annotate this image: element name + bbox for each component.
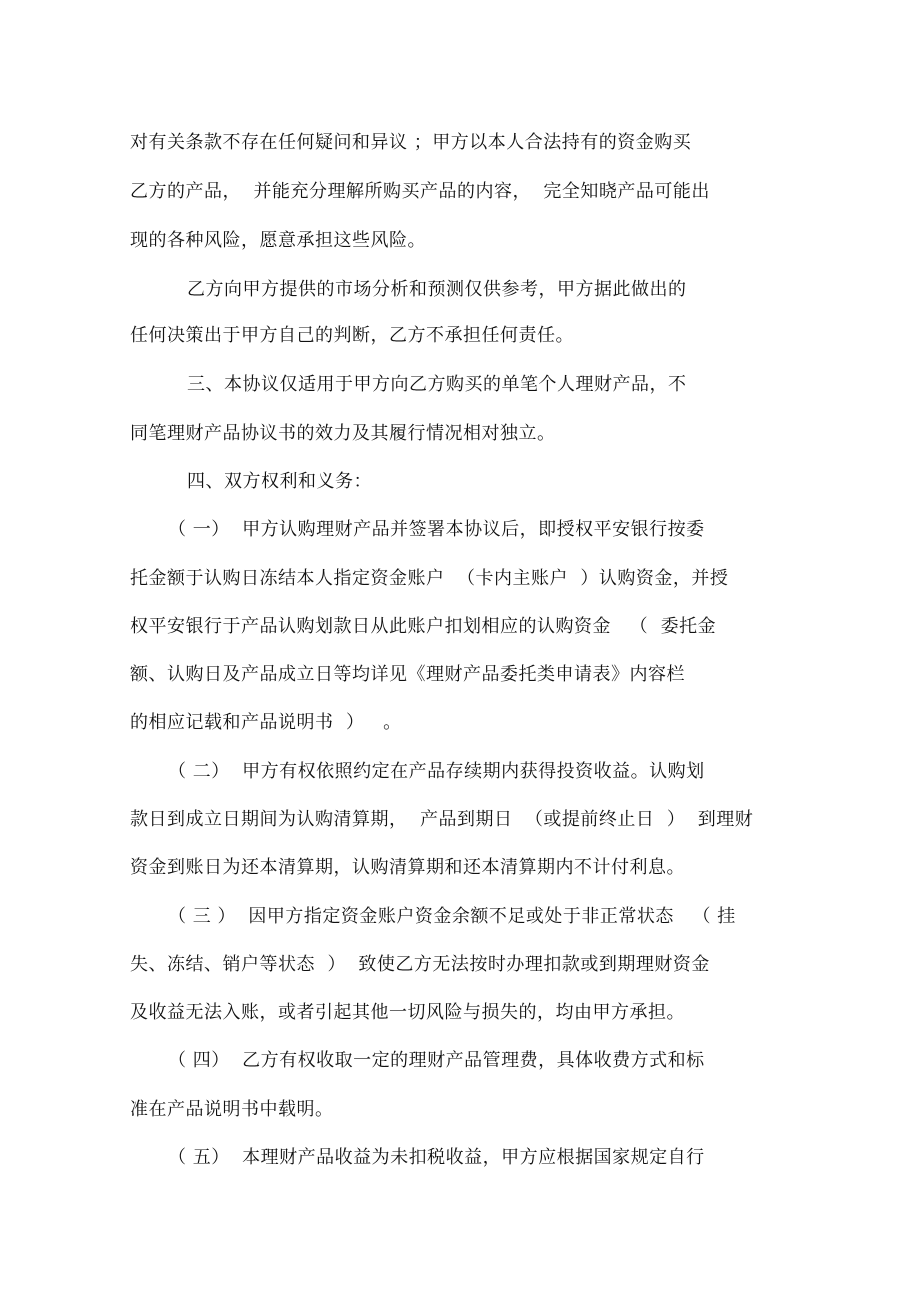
text-line: 对有关条款不存在任何疑问和异议 ；甲方以本人合法持有的资金购买: [130, 132, 692, 153]
text-line: 准在产品说明书中载明。: [130, 1099, 334, 1120]
text-line: 乙方向甲方提供的市场分析和预测仅供参考，甲方据此做出的: [187, 279, 687, 300]
text-line: 同笔理财产品协议书的效力及其履行情况相对独立。: [130, 423, 556, 444]
text-line: 乙方的产品， 并能充分理解所购买产品的内容， 完全知晓产品可能出: [130, 181, 710, 202]
text-line: 款日到成立日期间为认购清算期， 产品到期日 （或提前终止日 ） 到理财: [130, 809, 754, 830]
text-line: 托金额于认购日冻结本人指定资金账户 （卡内主账户 ）认购资金，并授: [130, 568, 729, 589]
text-line: 及收益无法入账，或者引起其他一切风险与损失的，均由甲方承担。: [130, 1002, 685, 1023]
text-line: （ 三 ） 因甲方指定资金账户资金余额不足或处于非正常状态 （ 挂: [168, 906, 736, 927]
text-line: 任何决策出于甲方自己的判断，乙方不承担任何责任。: [130, 325, 574, 346]
text-line: 三、本协议仅适用于甲方向乙方购买的单笔个人理财产品，不: [187, 374, 687, 395]
text-line: 资金到账日为还本清算期，认购清算期和还本清算期内不计付利息。: [130, 857, 685, 878]
text-line: 现的各种风险，愿意承担这些风险。: [130, 230, 426, 251]
text-line: 的相应记载和产品说明书 ） 。: [130, 712, 402, 733]
text-line: （ 二） 甲方有权依照约定在产品存续期内获得投资收益。认购划: [168, 761, 705, 782]
text-line: （ 四） 乙方有权收取一定的理财产品管理费，具体收费方式和标: [168, 1050, 705, 1071]
text-line: 权平安银行于产品认购划款日从此账户扣划相应的认购资金 （ 委托金: [130, 616, 717, 637]
text-line: （ 五） 本理财产品收益为未扣税收益，甲方应根据国家规定自行: [168, 1147, 705, 1168]
text-line: 四、双方权利和义务：: [187, 471, 372, 492]
text-line: 额、认购日及产品成立日等均详见《理财产品委托类申请表》内容栏: [130, 664, 685, 685]
text-line: 失、冻结、销户等状态 ） 致使乙方无法按时办理扣款或到期理财资金: [130, 954, 710, 975]
text-line: （ 一） 甲方认购理财产品并签署本协议后，即授权平安银行按委: [168, 519, 705, 540]
